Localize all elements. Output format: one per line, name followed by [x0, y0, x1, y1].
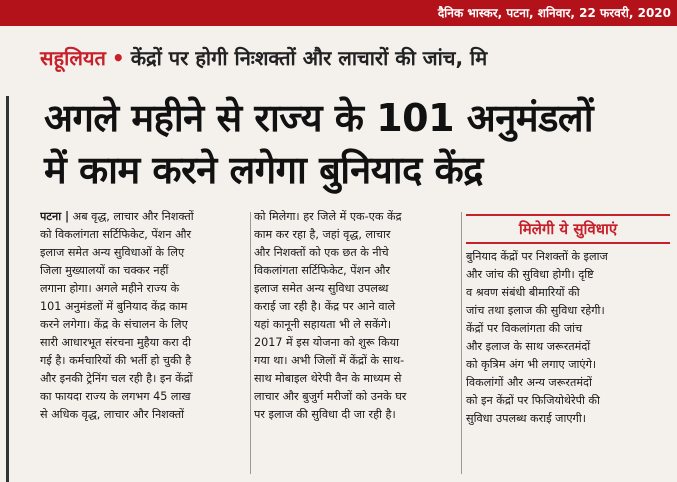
- body-line: कराई जा रही है। केंद्र पर आने वाले: [254, 300, 396, 313]
- sidebar-line: जांच तथा इलाज की सुविधा रहेगी।: [466, 304, 605, 317]
- sidebar-line: केंद्रों पर विकलांगता की जांच: [466, 322, 583, 335]
- kicker-tag: सहूलियत: [40, 46, 106, 70]
- body-line: जिला मुख्यालयों का चक्कर नहीं: [40, 264, 169, 277]
- body-line: को मिलेगा। हर जिले में एक-एक केंद्र: [254, 210, 402, 223]
- body-line: से अधिक वृद्ध, लाचार और निशक्तों: [40, 408, 185, 421]
- sidebar-line: और इलाज के साथ जरूरतमंदों: [466, 340, 591, 353]
- body-line: करने लगेगा। केंद्र के संचालन के लिए: [40, 318, 188, 331]
- sidebar-heading-text: मिलेगी ये सुविधाएं: [518, 220, 618, 238]
- body-line: विकलांगता सर्टिफिकेट, पेंशन और: [254, 264, 391, 277]
- body-line: लाचार और बुजुर्ग मरीजों को उनके घर: [254, 390, 407, 403]
- sidebar-line: बुनियाद केंद्रों पर निशक्तों के इलाज: [466, 250, 608, 263]
- body-line: काम कर रहा है, जहां वृद्ध, लाचार: [254, 228, 391, 241]
- body-line: का फायदा राज्य के लगभग 45 लाख: [40, 390, 191, 403]
- body-line: और इनकी ट्रेनिंग चल रही है। इन केंद्रों: [40, 372, 193, 385]
- body-line: पटना | अब वृद्ध, लाचार और निशक्तों: [40, 210, 194, 223]
- sidebar-line: सुविधा उपलब्ध कराई जाएगी।: [466, 412, 586, 425]
- body-line: यहां कानूनी सहायता भी ले सकेंगे।: [254, 318, 392, 331]
- sidebar-line: और जांच की सुविधा होगी। दृष्टि: [466, 268, 594, 281]
- dateline: पटना |: [40, 210, 70, 223]
- masthead-bar: [0, 0, 677, 26]
- kicker: [40, 44, 487, 71]
- body-line: 2017 में इस योजना को शुरू किया: [254, 336, 400, 349]
- kicker-text: केंद्रों पर होगी निःशक्तों और लाचारों की जांच, मि: [130, 46, 488, 70]
- body-column-2: [254, 208, 454, 476]
- sidebar-line: को कृत्रिम अंग भी लगाए जाएंगे।: [466, 358, 597, 371]
- masthead-meta: दैनिक भास्कर, पटना, शनिवार, 22 फरवरी, 2020: [437, 6, 671, 20]
- sidebar-heading: [466, 214, 670, 244]
- sidebar-column: [466, 248, 670, 476]
- body-column-1: [40, 208, 248, 476]
- body-line: गई है। कर्मचारियों की भर्ती हो चुकी है: [40, 354, 192, 367]
- left-column-rule: [6, 96, 9, 482]
- body-line: गया था। अभी जिलों में केंद्रों के साथ-: [254, 354, 405, 367]
- headline-line-2: में काम करने लगेगा बुनियाद केंद्र: [44, 148, 483, 192]
- column-divider-2: [461, 212, 462, 474]
- body-line: सारी आधारभूत संरचना मुहैया करा दी: [40, 336, 192, 349]
- kicker-dot: •: [111, 46, 125, 70]
- body-line: साथ मोबाइल थेरेपी वैन के माध्यम से: [254, 372, 402, 385]
- body-line: और निशक्तों को एक छत के नीचे: [254, 246, 389, 259]
- body-line: पर इलाज की सुविधा दी जा रही है।: [254, 408, 396, 421]
- body-line: इलाज समेत अन्य सुविधा उपलब्ध: [254, 282, 389, 295]
- sidebar-line: विकलांगों और अन्य जरूरतमंदों: [466, 376, 592, 389]
- sidebar-line: को इन केंद्रों पर फिजियोथेरेपी की: [466, 394, 600, 407]
- body-line: को विकलांगता सर्टिफिकेट, पेंशन और: [40, 228, 192, 241]
- headline-line-1: अगले महीने से राज्य के 101 अनुमंडलों: [44, 96, 594, 140]
- body-line: 101 अनुमंडलों में बुनियाद केंद्र काम: [40, 300, 188, 313]
- body-line: इलाज समेत अन्य सुविधाओं के लिए: [40, 246, 185, 259]
- body-line: लगाना होगा। अगले महीने राज्य के: [40, 282, 180, 295]
- sidebar-line: व श्रवण संबंधी बीमारियों की: [466, 286, 580, 299]
- column-divider-1: [250, 212, 251, 474]
